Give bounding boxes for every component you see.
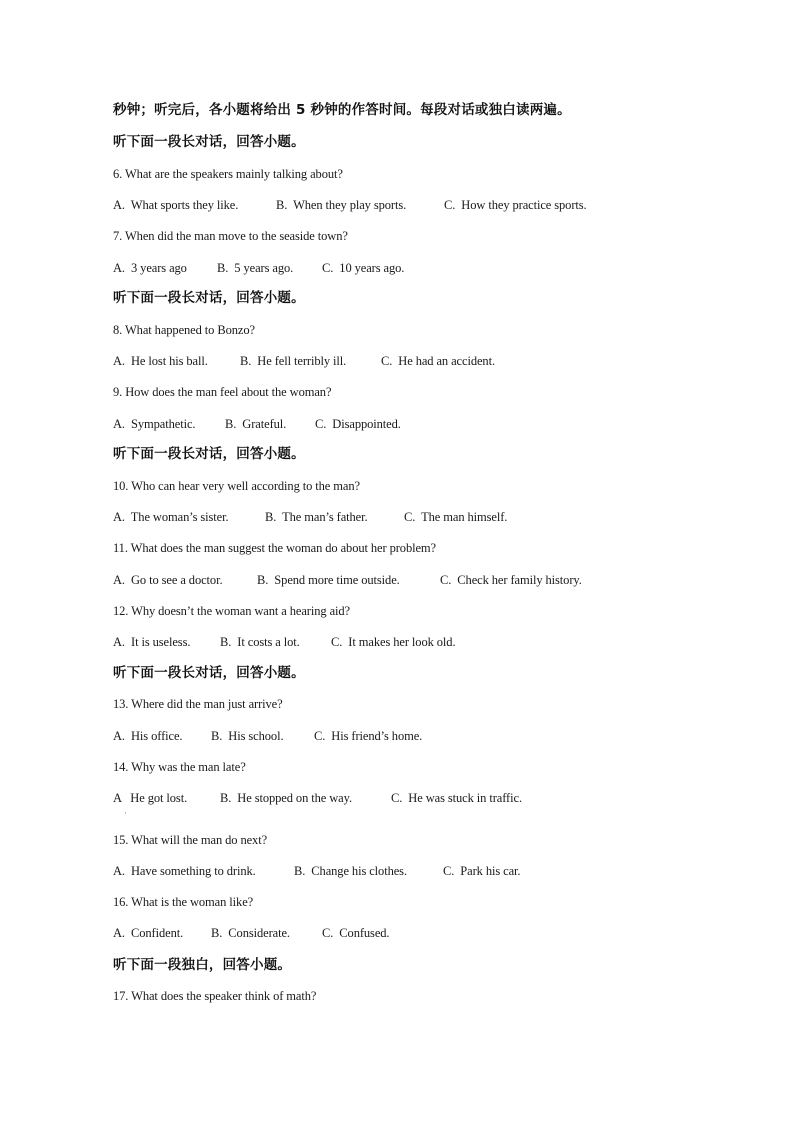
option-a: A. 3 years ago [113,261,187,275]
option-c: C. Check her family history. [440,573,582,587]
question-7: 7. When did the man move to the seaside town? [113,229,348,243]
question-12: 12. Why doesn’t the woman want a hearing aid? [113,604,350,618]
question-17: 17. What does the speaker think of math? [113,989,317,1003]
option-c: C. The man himself. [404,510,508,524]
option-c: C. His friend’s home. [314,729,423,743]
option-b: B. 5 years ago. [217,261,294,275]
option-b: B. Considerate. [211,926,290,940]
option-b: B. It costs a lot. [220,635,300,649]
section-heading: 听下面一段长对话，回答小题。 [113,446,305,462]
stray-dot: · [124,809,127,818]
section-heading: 听下面一段长对话，回答小题。 [113,134,305,150]
option-b: B. His school. [211,729,284,743]
option-c: C. 10 years ago. [322,261,405,275]
question-9: 9. How does the man feel about the woman? [113,385,332,399]
question-6: 6. What are the speakers mainly talking about? [113,167,343,181]
option-c: C. He had an accident. [381,354,495,368]
option-a: A. Have something to drink. [113,864,256,878]
section-heading: 听下面一段长对话，回答小题。 [113,290,305,306]
question-15: 15. What will the man do next? [113,833,268,847]
option-a: A. Confident. [113,926,184,940]
option-a: A. Go to see a doctor. [113,573,223,587]
option-c: C. Park his car. [443,864,521,878]
section-heading-monologue: 听下面一段独白，回答小题。 [113,957,292,973]
question-14: 14. Why was the man late? [113,760,246,774]
option-a: A He got lost. [113,791,188,805]
option-a: A. Sympathetic. [113,417,196,431]
option-a: A. His office. [113,729,183,743]
option-a: A. It is useless. [113,635,191,649]
option-c: C. It makes her look old. [331,635,456,649]
option-a: A. The woman’s sister. [113,510,229,524]
option-b: B. Change his clothes. [294,864,407,878]
option-b: B. He fell terribly ill. [240,354,347,368]
question-13: 13. Where did the man just arrive? [113,697,283,711]
option-c: C. Disappointed. [315,417,401,431]
option-b: B. Grateful. [225,417,287,431]
option-b: B. When they play sports. [276,198,407,212]
option-b: B. The man’s father. [265,510,368,524]
question-10: 10. Who can hear very well according to the man? [113,479,360,493]
option-b: B. He stopped on the way. [220,791,352,805]
option-b: B. Spend more time outside. [257,573,400,587]
option-a: A. He lost his ball. [113,354,208,368]
instructions-text: 秒钟；听完后，各小题将给出 5 秒钟的作答时间。每段对话或独白读两遍。 [113,102,571,118]
option-c: C. Confused. [322,926,390,940]
question-16: 16. What is the woman like? [113,895,254,909]
question-11: 11. What does the man suggest the woman do about her problem? [113,541,436,555]
question-8: 8. What happened to Bonzo? [113,323,255,337]
section-heading: 听下面一段长对话，回答小题。 [113,665,305,681]
option-a: A. What sports they like. [113,198,239,212]
option-c: C. He was stuck in traffic. [391,791,522,805]
option-c: C. How they practice sports. [444,198,587,212]
